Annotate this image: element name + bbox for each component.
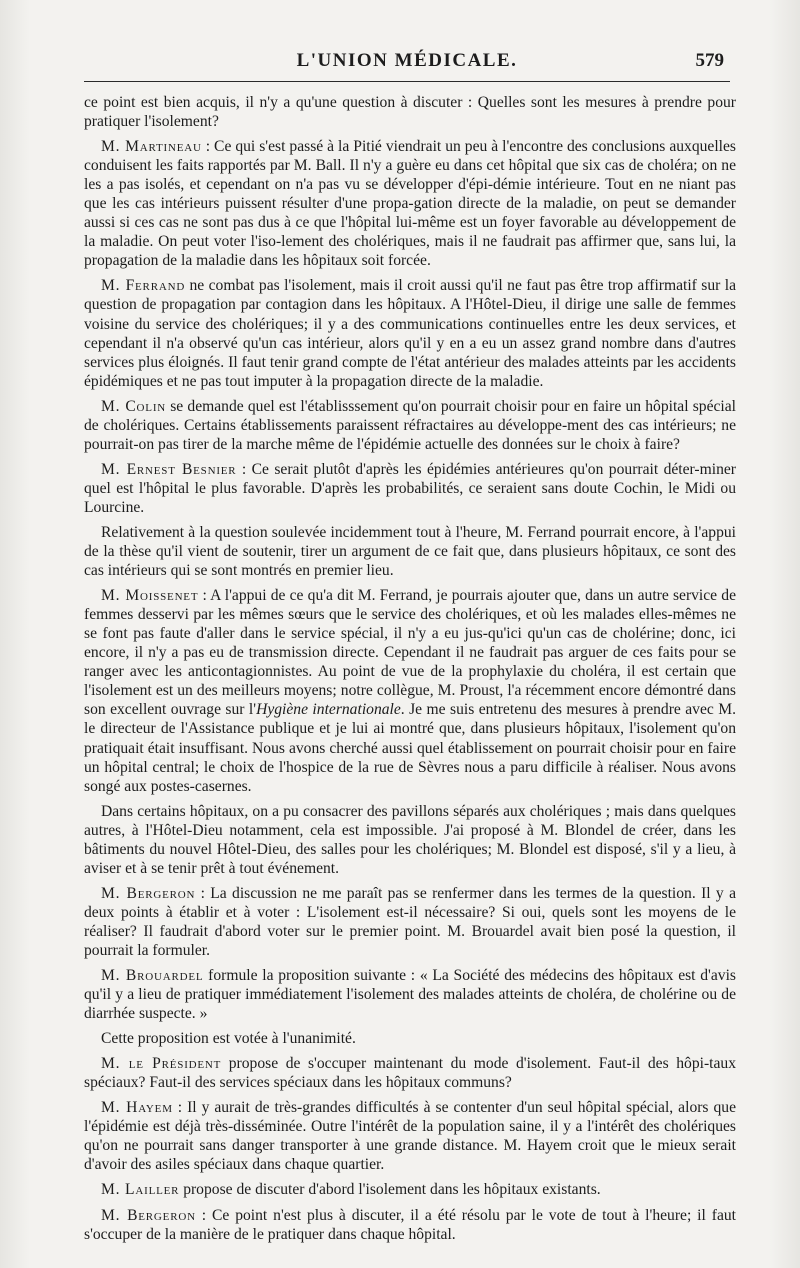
- paragraph: M. Ernest Besnier : Ce serait plutôt d'après les épidémies antérieures qu'on pourrait déter-miner quel est l'hôpital le plus favorable. D'après les probabilités, ce seraient sans doute Cochin, le Midi ou Lourcine.: [84, 460, 736, 516]
- paragraph: Dans certains hôpitaux, on a pu consacrer des pavillons séparés aux cholériques ; mais dans quelques autres, à l'Hôtel-Dieu notamment, cela est impossible. J'ai proposé à M. Blondel de créer, dans les bâtiments du nouvel Hôtel-Dieu, des salles pour les cholériques; M. Blondel est disposé, s'il y a lieu, à aviser et à se tenir prêt à tout événement.: [84, 802, 736, 877]
- speaker-name: M. Martineau: [101, 138, 202, 156]
- speaker-name: M. Moissenet: [101, 587, 199, 605]
- speaker-name: M. Ferrand: [101, 277, 186, 295]
- paragraph: M. Martineau : Ce qui s'est passé à la Pitié viendrait un peu à l'encontre des conclusions auxquelles conduisent les faits rapportés par M. Ball. Il n'y a guère eu dans cet hôpital que six cas de choléra; on ne les a pas isolés, et cependant on n'a pas vu se développer d'épi-démie intérieure. Tout en ne niant pas que les cas intérieurs puissent résulter d'une propa-gation directe de la maladie, on peut se demander aussi si ces cas ne sont pas dus à ce que l'hôpital lui-même est un foyer favorable au développement de la maladie. On peut voter l'iso-lement des cholériques, mais il ne faudrait pas affirmer que, sans lui, la propagation de la maladie dans les hôpitaux soit forcée.: [84, 138, 737, 270]
- article-body: [84, 93, 736, 1250]
- page-number: 579: [695, 50, 724, 71]
- paragraph: Relativement à la question soulevée incidemment tout à l'heure, M. Ferrand pourrait encore, à l'appui de la thèse qu'il vient de soutenir, tirer un argument de ce fait que, dans plusieurs hôpitaux, ce sont des cas intérieurs qui se sont montrés en premier lieu.: [84, 523, 736, 580]
- paragraph: M. le Président propose de s'occuper maintenant du mode d'isolement. Faut-il des hôpi-taux spéciaux? Faut-il des services spéciaux dans les hôpitaux communs?: [84, 1055, 736, 1092]
- paragraph: M. Colin se demande quel est l'établisssement qu'on pourrait choisir pour en faire un hôpital spécial de cholériques. Certains établissements paraissent réfractaires au développe-ment des cas intérieurs; ne pourrait-on pas tirer de la marche même de l'épidémie actuelle des données sur le choix à faire?: [84, 397, 737, 453]
- speaker-name: M. Ernest Besnier: [101, 460, 237, 478]
- speaker-name: M. Brouardel: [101, 967, 204, 985]
- paragraph: M. Moissenet : A l'appui de ce qu'a dit M. Ferrand, je pourrais ajouter que, dans un autre service de femmes desservi par les mêmes sœurs que le service des cholériques, et où les malades elles-mêmes ne se font pas faute d'aller dans le service spécial, il n'y a eu jus-qu'ici qu'un cas de cholérine; donc, ici encore, il n'y a pas eu de transmission directe. Cependant il ne faudrait pas arguer de ces faits pour se ranger avec les anticontagionnistes. Au point de vue de la prophylaxie du choléra, il est certain que l'isolement est un des meilleurs moyens; notre collègue, M. Proust, l'a récemment encore démontré dans son excellent ouvrage sur l'Hygiène internationale. Je me suis entretenu des mesures à prendre avec M. le directeur de l'Assistance publique et je lui ai montré que, dans plusieurs hôpitaux, l'isolement qu'on pratiquait était insuffisant. Nous avons cherché aussi quel établissement on pourrait choisir pour en faire un hôpital central; le choix de l'hospice de la rue de Sèvres nous a paru difficile à réaliser. Nous avons songé aux postes-casernes.: [84, 587, 737, 795]
- running-header: [84, 50, 730, 76]
- paragraph: Cette proposition est votée à l'unanimité.: [101, 1030, 356, 1048]
- page-footer: [0, 1252, 800, 1268]
- paragraph: M. Hayem : Il y aurait de très-grandes difficultés à se contenter d'un seul hôpital spécial, alors que l'épidémie est déjà très-disséminée. Outre l'intérêt de la population saine, il y a l'intérêt des cholériques qu'on ne pourrait sans danger transporter à une grande distance. M. Hayem croit que le mieux serait d'avoir des asiles spéciaux dans chaque quartier.: [84, 1099, 736, 1174]
- paragraph: M. Ferrand ne combat pas l'isolement, mais il croit aussi qu'il ne faut pas être trop affirmatif sur la question de propagation par contagion dans les hôpitaux. A l'Hôtel-Dieu, il dirige une salle de femmes voisine du service des cholériques; il y a des communications continuelles entre les deux services, et cependant il n'a observé qu'un cas intérieur, alors qu'il y en a eu un assez grand nombre dans d'autres services plus éloignés. Il faut tenir grand compte de l'état antérieur des malades atteints par les accidents épidémiques et ne pas tout imputer à la propagation directe de la maladie.: [84, 277, 736, 390]
- speaker-name: M. Lailler: [101, 1181, 180, 1199]
- paragraph: M. Bergeron : La discussion ne me paraît pas se renfermer dans les termes de la question. Il y a deux points à établir et à voter : L'isolement est-il nécessaire? Si oui, quels sont les moyens de le réaliser? Il faudrait d'abord voter sur le premier point. M. Brouardel avait bien posé la question, il pourrait la formuler.: [84, 884, 736, 959]
- speaker-name: M. Bergeron: [101, 1206, 196, 1224]
- journal-title: L'UNION MÉDICALE.: [296, 50, 518, 71]
- paragraph: M. Brouardel formule la proposition suivante : « La Société des médecins des hôpitaux est d'avis qu'il y a lieu de pratiquer immédiatement l'isolement des malades atteints de choléra, de cholérine ou de diarrhée suspecte. »: [84, 967, 736, 1023]
- paragraph: M. Bergeron : Ce point n'est plus à discuter, il a été résolu par le vote de tout à l'heure; il faut s'occuper de la manière de le pratiquer dans chaque hôpital.: [84, 1206, 737, 1243]
- header-rule: [84, 81, 730, 82]
- speaker-name: M. Hayem: [101, 1099, 173, 1117]
- speaker-name: M. Colin: [101, 397, 167, 415]
- paragraph: M. Lailler propose de discuter d'abord l'isolement dans les hôpitaux existants.: [101, 1181, 601, 1199]
- paragraph: ce point est bien acquis, il n'y a qu'une question à discuter : Quelles sont les mesures à prendre pour pratiquer l'isolement?: [84, 94, 736, 131]
- speaker-name: M. le Président: [101, 1055, 222, 1073]
- book-title: Hygiène internationale: [256, 701, 401, 719]
- speaker-name: M. Bergeron: [101, 884, 196, 902]
